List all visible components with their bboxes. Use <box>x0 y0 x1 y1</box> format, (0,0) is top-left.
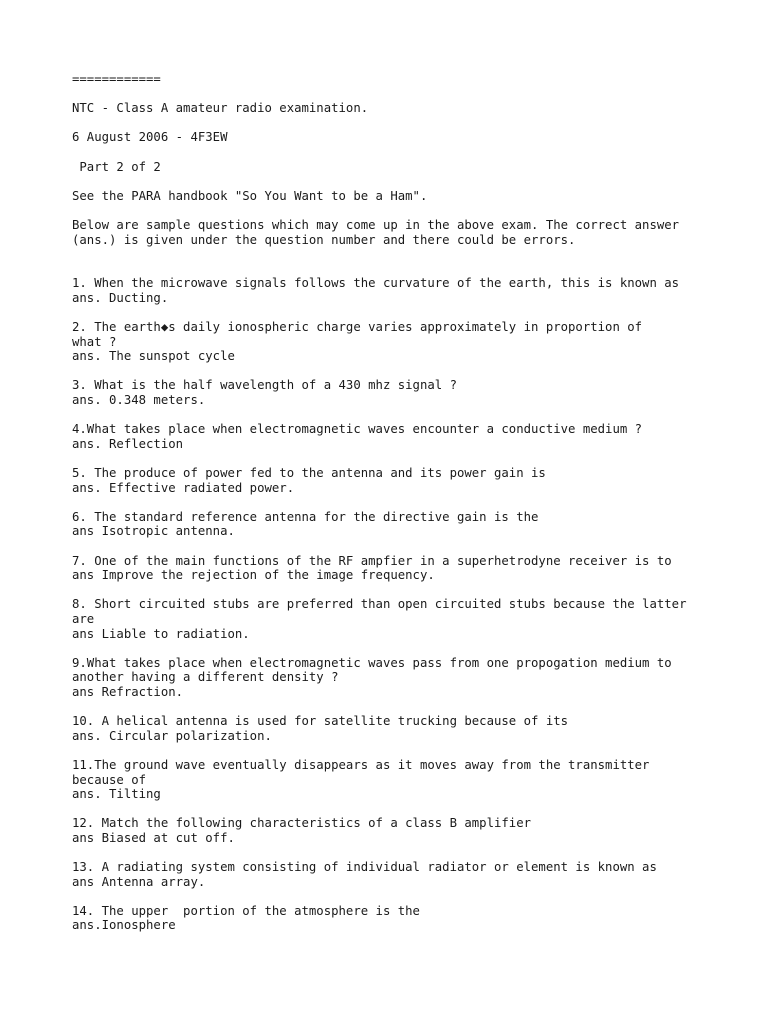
answer-text: ans. Tilting <box>72 787 161 802</box>
document-body <box>72 72 732 933</box>
question-text: 11.The ground wave eventually disappears as it moves away from the transmitter <box>72 757 650 772</box>
part-indicator: Part 2 of 2 <box>72 159 161 174</box>
answer-text: ans. 0.348 meters. <box>72 393 206 408</box>
question-text: 10. A helical antenna is used for satellite trucking because of its <box>72 714 569 729</box>
answer-text: ans Refraction. <box>72 684 184 699</box>
question-text: 9.What takes place when electromagnetic waves pass from one propogation medium to <box>72 655 672 670</box>
answer-text: ans.Ionosphere <box>72 918 176 933</box>
question-item <box>72 554 732 583</box>
answer-text: ans Antenna array. <box>72 874 206 889</box>
intro-text-line-2: (ans.) is given under the question number and there could be errors. <box>72 232 576 247</box>
question-text: 14. The upper portion of the atmosphere is the <box>72 903 420 918</box>
answer-text: ans. Circular polarization. <box>72 728 272 743</box>
question-list <box>72 276 732 933</box>
answer-text: ans Liable to radiation. <box>72 626 250 641</box>
question-text: what ? <box>72 334 117 349</box>
question-text: 6. The standard reference antenna for the directive gain is the <box>72 509 539 524</box>
question-item <box>72 422 732 451</box>
question-text: 7. One of the main functions of the RF ampfier in a superhetrodyne receiver is to <box>72 553 672 568</box>
question-item <box>72 597 732 641</box>
question-text: 3. What is the half wavelength of a 430 mhz signal ? <box>72 378 457 393</box>
question-item <box>72 816 732 845</box>
question-text: because of <box>72 772 147 787</box>
question-item <box>72 276 732 305</box>
reference-note: See the PARA handbook "So You Want to be a Ham". <box>72 188 428 203</box>
question-item <box>72 656 732 700</box>
question-text: 5. The produce of power fed to the antenna and its power gain is <box>72 466 546 481</box>
question-item <box>72 714 732 743</box>
intro-text-line-1: Below are sample questions which may come up in the above exam. The correct answer <box>72 217 680 232</box>
question-item <box>72 904 732 933</box>
question-item <box>72 466 732 495</box>
question-text: 13. A radiating system consisting of individual radiator or element is known as <box>72 860 657 875</box>
answer-text: ans. Ducting. <box>72 290 169 305</box>
answer-text: ans. Effective radiated power. <box>72 480 295 495</box>
answer-text: ans Biased at cut off. <box>72 830 235 845</box>
question-text: 4.What takes place when electromagnetic waves encounter a conductive medium ? <box>72 422 643 437</box>
document-title: NTC - Class A amateur radio examination. <box>72 101 369 116</box>
question-text: another having a different density ? <box>72 670 339 685</box>
answer-text: ans. The sunspot cycle <box>72 349 235 364</box>
question-text: 1. When the microwave signals follows the curvature of the earth, this is known as <box>72 276 680 291</box>
question-item <box>72 320 732 364</box>
question-text: 12. Match the following characteristics of a class B amplifier <box>72 816 532 831</box>
question-item <box>72 510 732 539</box>
question-text: 8. Short circuited stubs are preferred than open circuited stubs because the latter <box>72 597 687 612</box>
answer-text: ans. Reflection <box>72 436 184 451</box>
exam-date: 6 August 2006 - 4F3EW <box>72 130 228 145</box>
question-text: are <box>72 611 95 626</box>
question-item <box>72 860 732 889</box>
answer-text: ans Isotropic antenna. <box>72 524 235 539</box>
answer-text: ans Improve the rejection of the image frequency. <box>72 568 435 583</box>
divider-rule: ============ <box>72 72 161 86</box>
question-text: 2. The earth◆s daily ionospheric charge varies approximately in proportion of <box>72 320 643 335</box>
question-item <box>72 378 732 407</box>
question-item <box>72 758 732 802</box>
